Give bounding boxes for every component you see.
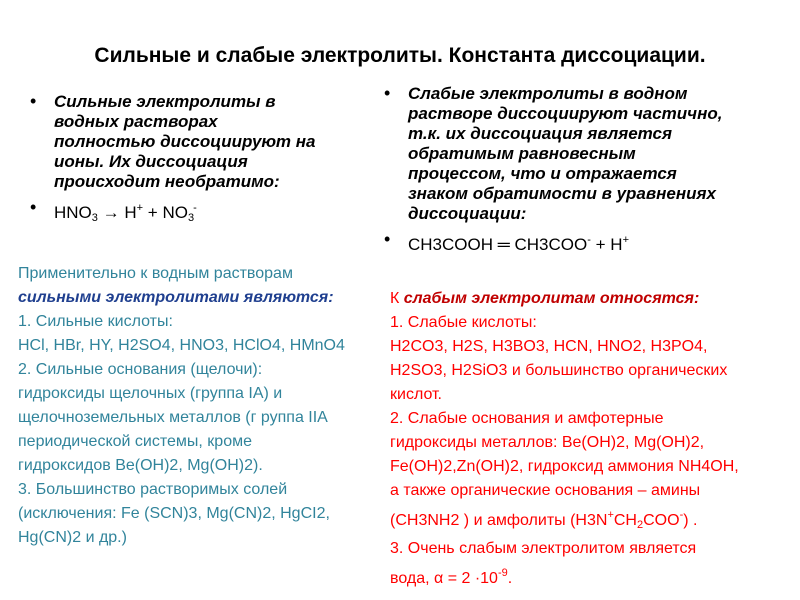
equation-subscript: 3 bbox=[187, 212, 195, 224]
superscript: -9 bbox=[497, 567, 508, 579]
weak-intro bbox=[390, 287, 790, 311]
weak-text: (CH3NH2 ) и амфолиты (H3N bbox=[390, 512, 608, 529]
strong-definition-line: водных растворах bbox=[54, 112, 218, 131]
weak-text: ) . bbox=[683, 512, 698, 529]
strong-equation-bullet bbox=[28, 198, 358, 228]
strong-definition-line: • Сильные электролиты в bbox=[54, 92, 276, 111]
strong-definition-line: ионы. Их диссоциация bbox=[54, 152, 248, 171]
equation-text: CH3COOH ═ CH3COO bbox=[408, 235, 588, 254]
weak-definition-line: диссоциации: bbox=[408, 204, 527, 223]
strong-definition-line: полностью диссоциируют на bbox=[54, 132, 316, 151]
weak-line-ampholytes bbox=[390, 503, 790, 537]
weak-line-water bbox=[390, 561, 790, 591]
weak-intro-prefix: К bbox=[390, 290, 404, 307]
strong-intro-emphasis: сильными электролитами являются: bbox=[18, 289, 334, 306]
weak-line: 3. Очень слабым электролитом является bbox=[390, 540, 697, 557]
strong-line: гидроксиды щелочных (группа IA) и bbox=[18, 385, 283, 402]
equation-superscript: + bbox=[136, 202, 144, 214]
weak-line: H2SO3, H2SiO3 и большинство органических bbox=[390, 362, 728, 379]
equation-text: + NO bbox=[143, 203, 188, 222]
weak-text: COO bbox=[643, 512, 680, 529]
strong-electrolytes-bullets bbox=[28, 92, 358, 234]
strong-definition-bullet bbox=[28, 92, 358, 192]
strong-definition-line: происходит необратимо: bbox=[54, 172, 280, 191]
strong-line: щелочноземельных металлов (г руппа IIA bbox=[18, 409, 328, 426]
weak-text: вода, α = 2 ·10 bbox=[390, 570, 498, 587]
equation-text: → H bbox=[97, 203, 137, 222]
weak-line: Fe(OH)2,Zn(OH)2, гидроксид аммония NH4OH, bbox=[390, 458, 739, 475]
superscript: + bbox=[607, 509, 614, 521]
weak-definition-line: знаком обратимости в уравнениях bbox=[408, 184, 716, 203]
equation-text: HNO bbox=[54, 203, 92, 222]
subscript: 2 bbox=[636, 519, 644, 531]
strong-intro: Применительно к водным растворам bbox=[18, 265, 293, 282]
weak-line: гидроксиды металлов: Be(OH)2, Mg(OH)2, bbox=[390, 434, 705, 451]
weak-equation-bullet bbox=[382, 230, 782, 255]
weak-text: CH bbox=[613, 512, 637, 529]
strong-line: гидроксидов Be(OH)2, Mg(OH)2). bbox=[18, 457, 263, 474]
equation-subscript: 3 bbox=[91, 212, 98, 224]
weak-definition-line: обратимым равновесным bbox=[408, 144, 636, 163]
equation-superscript: - bbox=[193, 202, 197, 214]
weak-electrolytes-bullets bbox=[382, 84, 782, 261]
strong-line: 2. Сильные основания (щелочи): bbox=[18, 361, 263, 378]
equation-superscript: - bbox=[587, 234, 591, 246]
strong-line: 1. Сильные кислоты: bbox=[18, 313, 173, 330]
strong-line: периодической системы, кроме bbox=[18, 433, 252, 450]
strong-line: (исключения: Fe (SCN)3, Mg(CN)2, HgCI2, bbox=[18, 505, 330, 522]
weak-line: кислот. bbox=[390, 386, 442, 403]
weak-definition-line: процессом, что и отражается bbox=[408, 164, 677, 183]
strong-line: 3. Большинство растворимых солей bbox=[18, 481, 288, 498]
weak-line: H2CO3, H2S, H3BO3, HCN, HNO2, H3PO4, bbox=[390, 338, 708, 355]
weak-electrolytes-list bbox=[390, 287, 790, 591]
superscript: - bbox=[679, 509, 684, 521]
strong-line: HCl, HBr, HY, H2SO4, HNO3, HClO4, HMnO4 bbox=[18, 337, 345, 354]
weak-text: . bbox=[507, 570, 513, 587]
weak-definition-line: растворе диссоциируют частично, bbox=[408, 104, 723, 123]
weak-definition-line: • Слабые электролиты в водном bbox=[408, 84, 688, 103]
weak-line: а также органические основания – амины bbox=[390, 482, 701, 499]
weak-intro-emphasis: слабым электролитам относятся: bbox=[403, 290, 700, 307]
weak-line: 2. Слабые основания и амфотерные bbox=[390, 410, 664, 427]
equation-superscript: + bbox=[622, 234, 629, 246]
weak-definition-bullet bbox=[382, 84, 782, 224]
strong-electrolytes-list bbox=[18, 262, 378, 550]
weak-definition-line: т.к. их диссоциация является bbox=[408, 124, 673, 143]
weak-line: 1. Слабые кислоты: bbox=[390, 314, 537, 331]
page-title: Сильные и слабые электролиты. Константа диссоциации. bbox=[94, 44, 706, 67]
equation-text: + H bbox=[590, 235, 623, 254]
strong-line: Hg(CN)2 и др.) bbox=[18, 529, 127, 546]
